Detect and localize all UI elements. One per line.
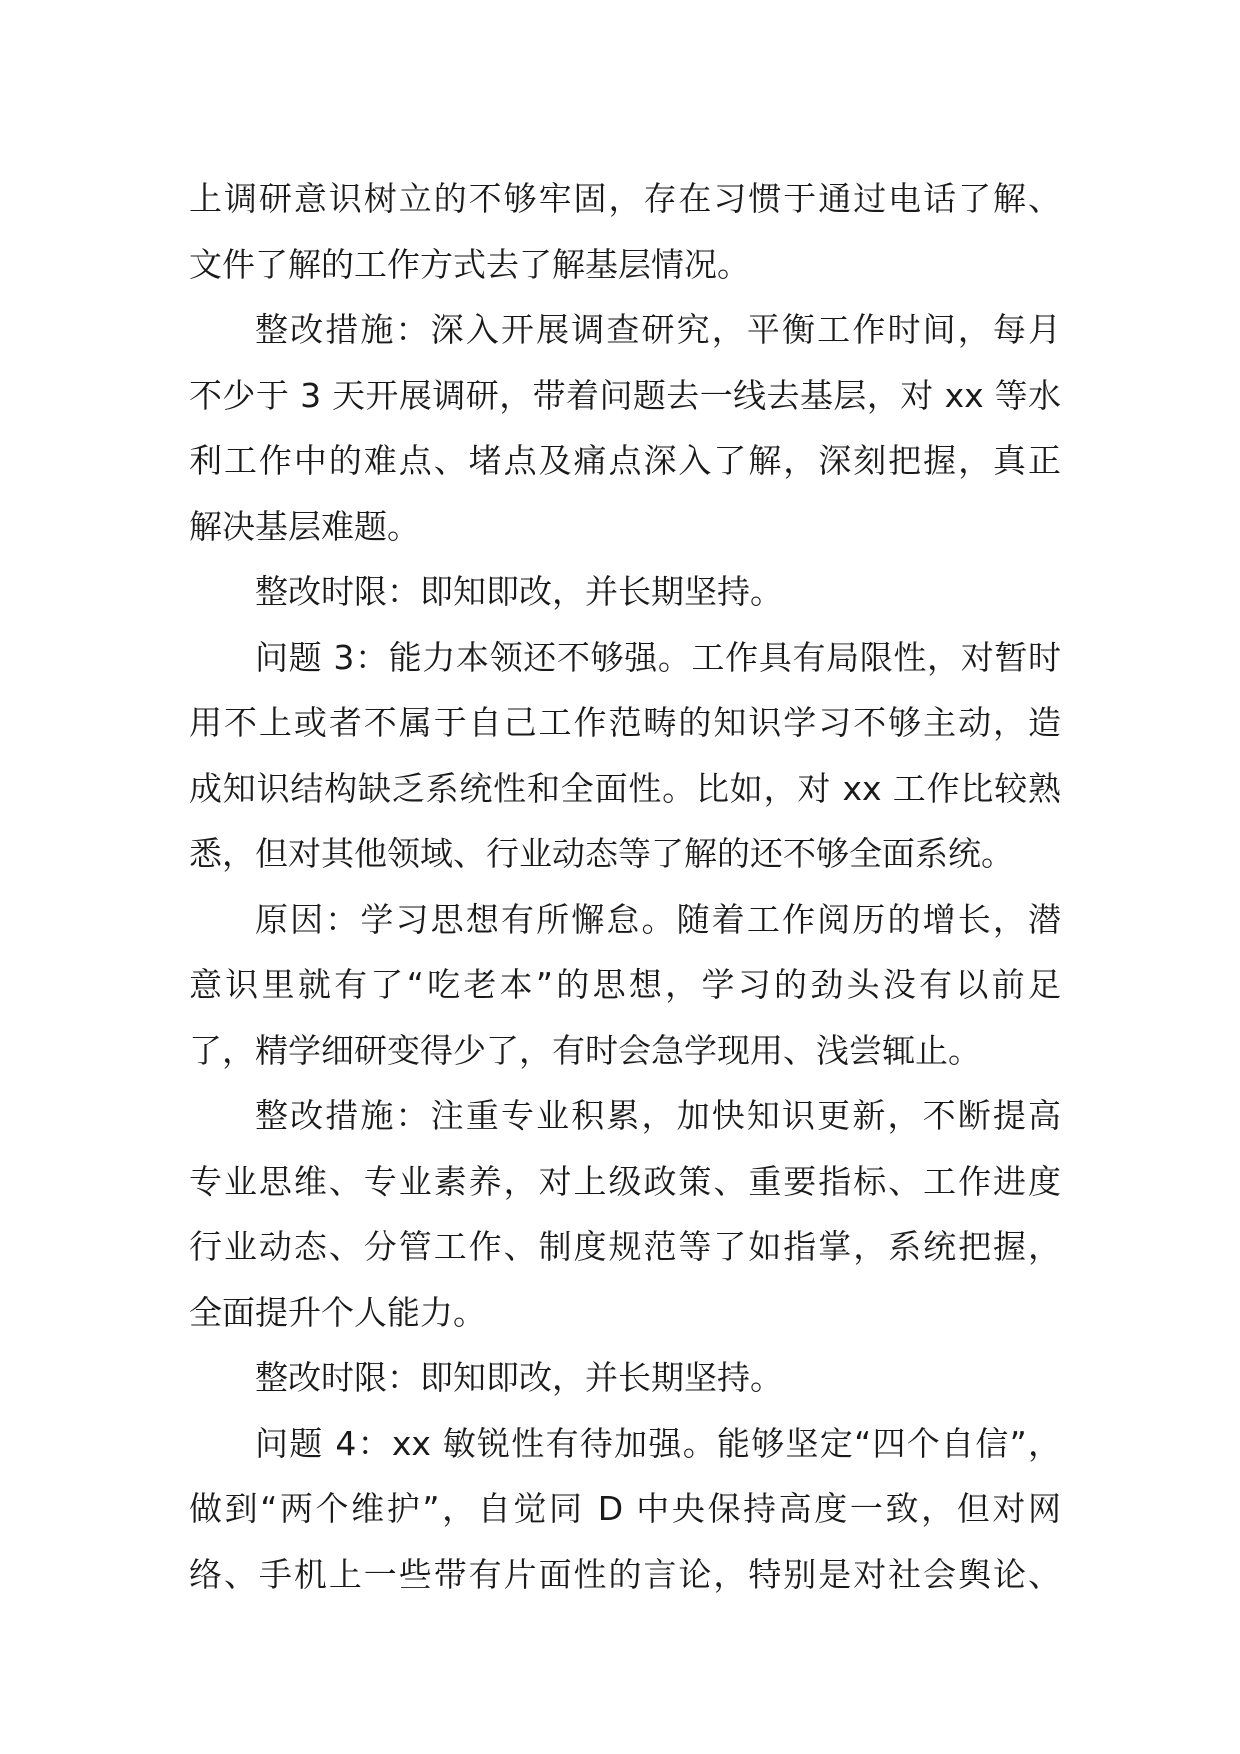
- text-line: 做到“两个维护”，自觉同 D 中央保持高度一致，但对网: [189, 1489, 1061, 1528]
- text-line: 行业动态、分管工作、制度规范等了如指掌，系统把握，: [189, 1227, 1061, 1266]
- text-line: 全面提升个人能力。: [189, 1292, 486, 1332]
- text-line: 文件了解的工作方式去了解基层情况。: [189, 244, 750, 284]
- paragraph-start-line: 整改时限：即知即改，并长期坚持。: [255, 1358, 783, 1397]
- text-line: 了，精学细研变得少了，有时会急学现用、浅尝辄止。: [189, 1030, 981, 1070]
- text-line: 意识里就有了“吃老本”的思想，学习的劲头没有以前足: [189, 965, 1061, 1004]
- document-body: [189, 166, 1061, 1607]
- paragraph-start-line: 整改时限：即知即改，并长期坚持。: [255, 572, 783, 611]
- paragraph-start-line: 原因：学习思想有所懈怠。随着工作阅历的增长，潜: [255, 899, 1061, 939]
- paragraph-start-line: 问题 4：xx 敏锐性有待加强。能够坚定“四个自信”，: [255, 1423, 1061, 1463]
- text-line: 不少于 3 天开展调研，带着问题去一线去基层，对 xx 等水: [189, 375, 1061, 415]
- text-line: 络、手机上一些带有片面性的言论，特别是对社会舆论、: [189, 1554, 1061, 1594]
- paragraph-start-line: 整改措施：深入开展调查研究，平衡工作时间，每月: [255, 310, 1061, 349]
- text-line: 悉，但对其他领域、行业动态等了解的还不够全面系统。: [189, 834, 1014, 873]
- text-line: 用不上或者不属于自己工作范畴的知识学习不够主动，造: [189, 703, 1061, 742]
- text-line: 解决基层难题。: [189, 506, 420, 546]
- text-line: 专业思维、专业素养，对上级政策、重要指标、工作进度: [189, 1161, 1061, 1201]
- text-line: 利工作中的难点、堵点及痛点深入了解，深刻把握，真正: [189, 441, 1061, 480]
- text-line: 成知识结构缺乏系统性和全面性。比如，对 xx 工作比较熟: [189, 768, 1061, 808]
- paragraph-start-line: 问题 3：能力本领还不够强。工作具有局限性，对暂时: [255, 637, 1061, 677]
- paragraph-start-line: 整改措施：注重专业积累，加快知识更新，不断提高: [255, 1096, 1061, 1135]
- text-line: 上调研意识树立的不够牢固，存在习惯于通过电话了解、: [189, 179, 1061, 218]
